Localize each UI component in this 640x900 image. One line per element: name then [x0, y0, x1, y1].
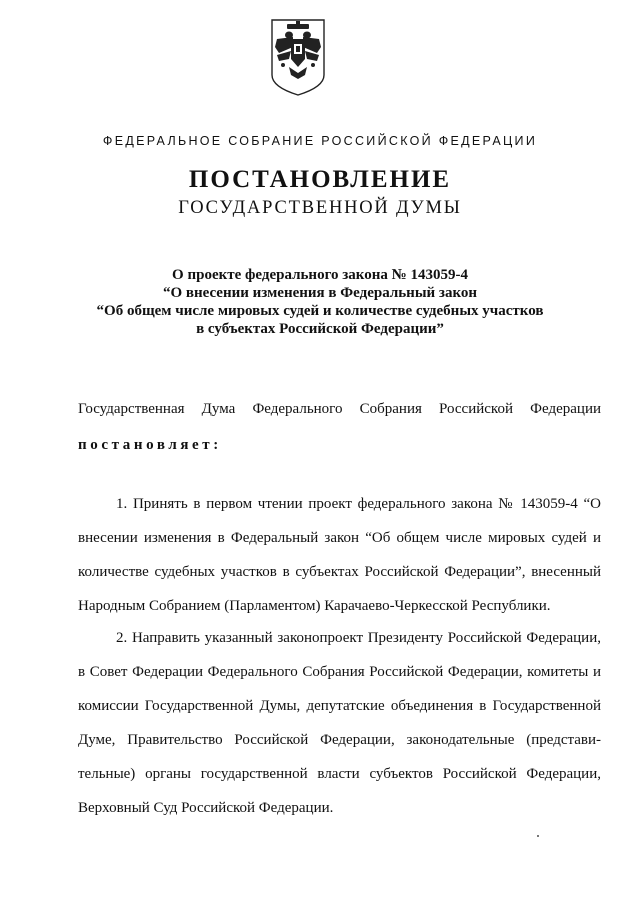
organization-name: ФЕДЕРАЛЬНОЕ СОБРАНИЕ РОССИЙСКОЙ ФЕДЕРАЦИИ: [102, 134, 538, 148]
resolution-paragraph-1: 1. Принять в первом чтении проект федерального закона № 143059-4 “О внесении изменения в Федеральный закон “Об общем числе мировых судей и количестве судебных участков в субъектах Российской Федерации”, внесенный Народным Собранием (Парламентом) Карачаево-Черкесской Республики.: [78, 496, 601, 614]
document-type: ПОСТАНОВЛЕНИЕ: [188, 166, 452, 193]
preamble-text: Государственная Дума Федерального Собрания Российской Федерации: [78, 401, 601, 417]
subject-line: в субъектах Российской Федерации”: [196, 321, 444, 337]
subject-line: “Об общем числе мировых судей и количестве судебных участков: [96, 303, 544, 319]
subject-line: “О внесении изменения в Федеральный закон: [162, 285, 478, 301]
resolution-paragraph-2: 2. Направить указанный законопроект Президенту Российской Федерации, в Совет Федерации Федерального Собрания Российской Федерации, комитеты и комиссии Государственной Думы, депутатские объединения в Государственной Думе, Правительство Российской Федерации, законодательные (представительные) органы государственной власти субъектов Российской Федерации, Верховный Суд Российской Федерации.: [78, 630, 601, 816]
issuing-body: ГОСУДАРСТВЕННОЙ ДУМЫ: [178, 198, 462, 218]
scan-speck: [537, 835, 539, 837]
coat-of-arms-emblem-icon: [269, 17, 327, 97]
decree-word: постановляет:: [78, 437, 222, 453]
document-subject: [60, 266, 580, 338]
subject-line: О проекте федерального закона № 143059-4: [172, 267, 468, 283]
